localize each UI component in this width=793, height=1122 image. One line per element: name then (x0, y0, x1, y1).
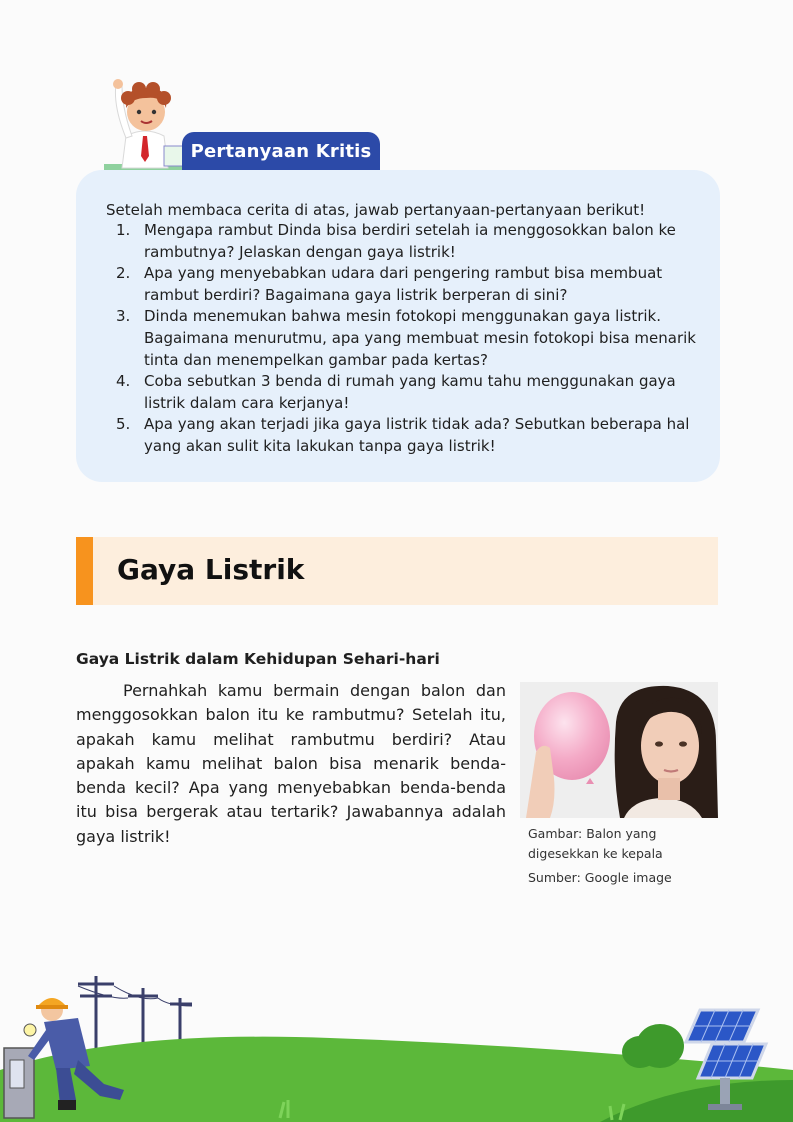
question-text: Dinda menemukan bahwa mesin fotokopi menggunakan gaya listrik. Bagaimana menurutmu, apa yang membuat mesin fotokopi bisa menarik tinta dan menempelkan gambar pada kertas? (144, 307, 696, 369)
list-item (106, 306, 696, 371)
list-number: 5. (116, 415, 131, 434)
list-number: 4. (116, 372, 131, 391)
figure-source: Sumber: Google image (528, 870, 672, 885)
list-number: 2. (116, 264, 131, 283)
list-item (106, 220, 696, 263)
list-number: 1. (116, 221, 131, 239)
section-title: Gaya Listrik (117, 553, 305, 586)
critical-questions-tab: Pertanyaan Kritis (182, 132, 380, 172)
section-accent-bar (76, 537, 93, 605)
list-item (106, 371, 696, 414)
subsection-heading: Gaya Listrik dalam Kehidupan Sehari-hari (76, 650, 440, 668)
list-item (106, 414, 696, 457)
list-number: 3. (116, 307, 131, 326)
list-item (106, 263, 696, 306)
question-text: Mengapa rambut Dinda bisa berdiri setelah ia menggosokkan balon ke rambutnya? Jelaskan dengan gaya listrik! (144, 221, 676, 261)
question-text: Apa yang akan terjadi jika gaya listrik tidak ada? Sebutkan beberapa hal yang akan sulit kita lakukan tanpa gaya listrik! (144, 415, 690, 455)
figure-caption: Gambar: Balon yang digesekkan ke kepala (528, 826, 663, 861)
body-paragraph: Pernahkah kamu bermain dengan balon dan menggosokkan balon itu ke rambutmu? Setelah itu, apakah kamu melihat rambutmu berdiri? Atau apakah kamu melihat balon bisa menarik benda-benda kecil? Apa yang menyebabkan benda-benda itu bisa bergerak atau tertarik? Jawabannya adalah gaya listrik! (76, 681, 506, 846)
questions-list (106, 220, 696, 458)
student-raising-hand-illustration (104, 76, 186, 174)
question-text: Coba sebutkan 3 benda di rumah yang kamu tahu menggunakan gaya listrik dalam cara kerjanya! (144, 372, 676, 412)
girl-with-balloon-photo (520, 682, 718, 818)
questions-intro: Setelah membaca cerita di atas, jawab pertanyaan-pertanyaan berikut! (106, 201, 646, 219)
footer-electricity-scene (0, 960, 793, 1122)
question-text: Apa yang menyebabkan udara dari pengering rambut bisa membuat rambut berdiri? Bagaimana gaya listrik berperan di sini? (144, 264, 663, 304)
